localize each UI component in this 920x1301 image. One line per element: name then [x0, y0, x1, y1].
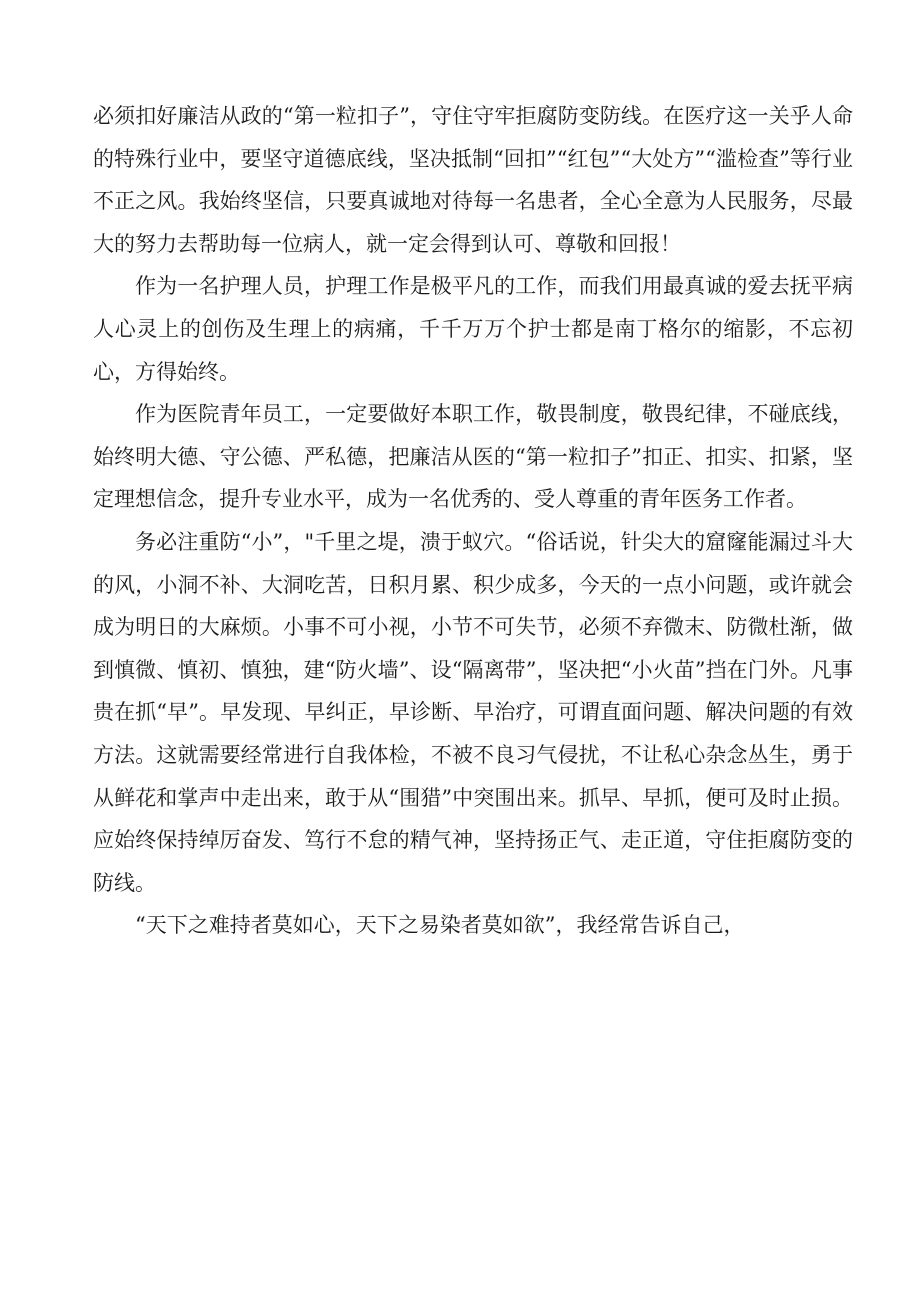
paragraph-3: 作为医院青年员工，一定要做好本职工作，敬畏制度，敬畏纪律，不碰底线，始终明大德、守公德、严私德，把廉洁从医的“第一粒扣子”扣正、扣实、扣紧，坚定理想信念，提升专业水平，成为一名优秀的、受人尊重的青年医务工作者。: [93, 402, 853, 512]
document-body: [93, 95, 853, 947]
paragraph-4: 务必注重防“小”，"千里之堤，溃于蚁穴。“俗话说，针尖大的窟窿能漏过斗大的风，小洞不补、大洞吃苦，日积月累、积少成多，今天的一点小问题，或许就会成为明日的大麻烦。小事不可小视，小节不可失节，必须不弃微末、防微杜渐，做到慎微、慎初、慎独，建“防火墙”、设“隔离带”，坚决把“小火苗”挡在门外。凡事贵在抓“早”。早发现、早纠正，早诊断、早治疗，可谓直面问题、解决问题的有效方法。这就需要经常进行自我体检，不被不良习气侵扰，不让私心杂念丛生，勇于从鲜花和掌声中走出来，敢于从“围猎”中突围出来。抓早、早抓，便可及时止损。应始终保持绰厉奋发、笃行不怠的精气神，坚持扬正气、走正道，守住拒腐防变的防线。: [93, 529, 853, 895]
paragraph-5: “天下之难持者莫如心，天下之易染者莫如欲”，我经常告诉自己，: [135, 913, 745, 938]
paragraph-1: 必须扣好廉洁从政的“第一粒扣子”，守住守牢拒腐防变防线。在医疗这一关乎人命的特殊行业中，要坚守道德底线，坚决抵制“回扣”“红包”“大处方”“滥检查”等行业不正之风。我始终坚信，只要真诚地对待每一名患者，全心全意为人民服务，尽最大的努力去帮助每一位病人，就一定会得到认可、尊敬和回报！: [93, 104, 853, 256]
paragraph-2: 作为一名护理人员，护理工作是极平凡的工作，而我们用最真诚的爱去抚平病人心灵上的创伤及生理上的病痛，千千万万个护士都是南丁格尔的缩影，不忘初心，方得始终。: [93, 274, 853, 384]
